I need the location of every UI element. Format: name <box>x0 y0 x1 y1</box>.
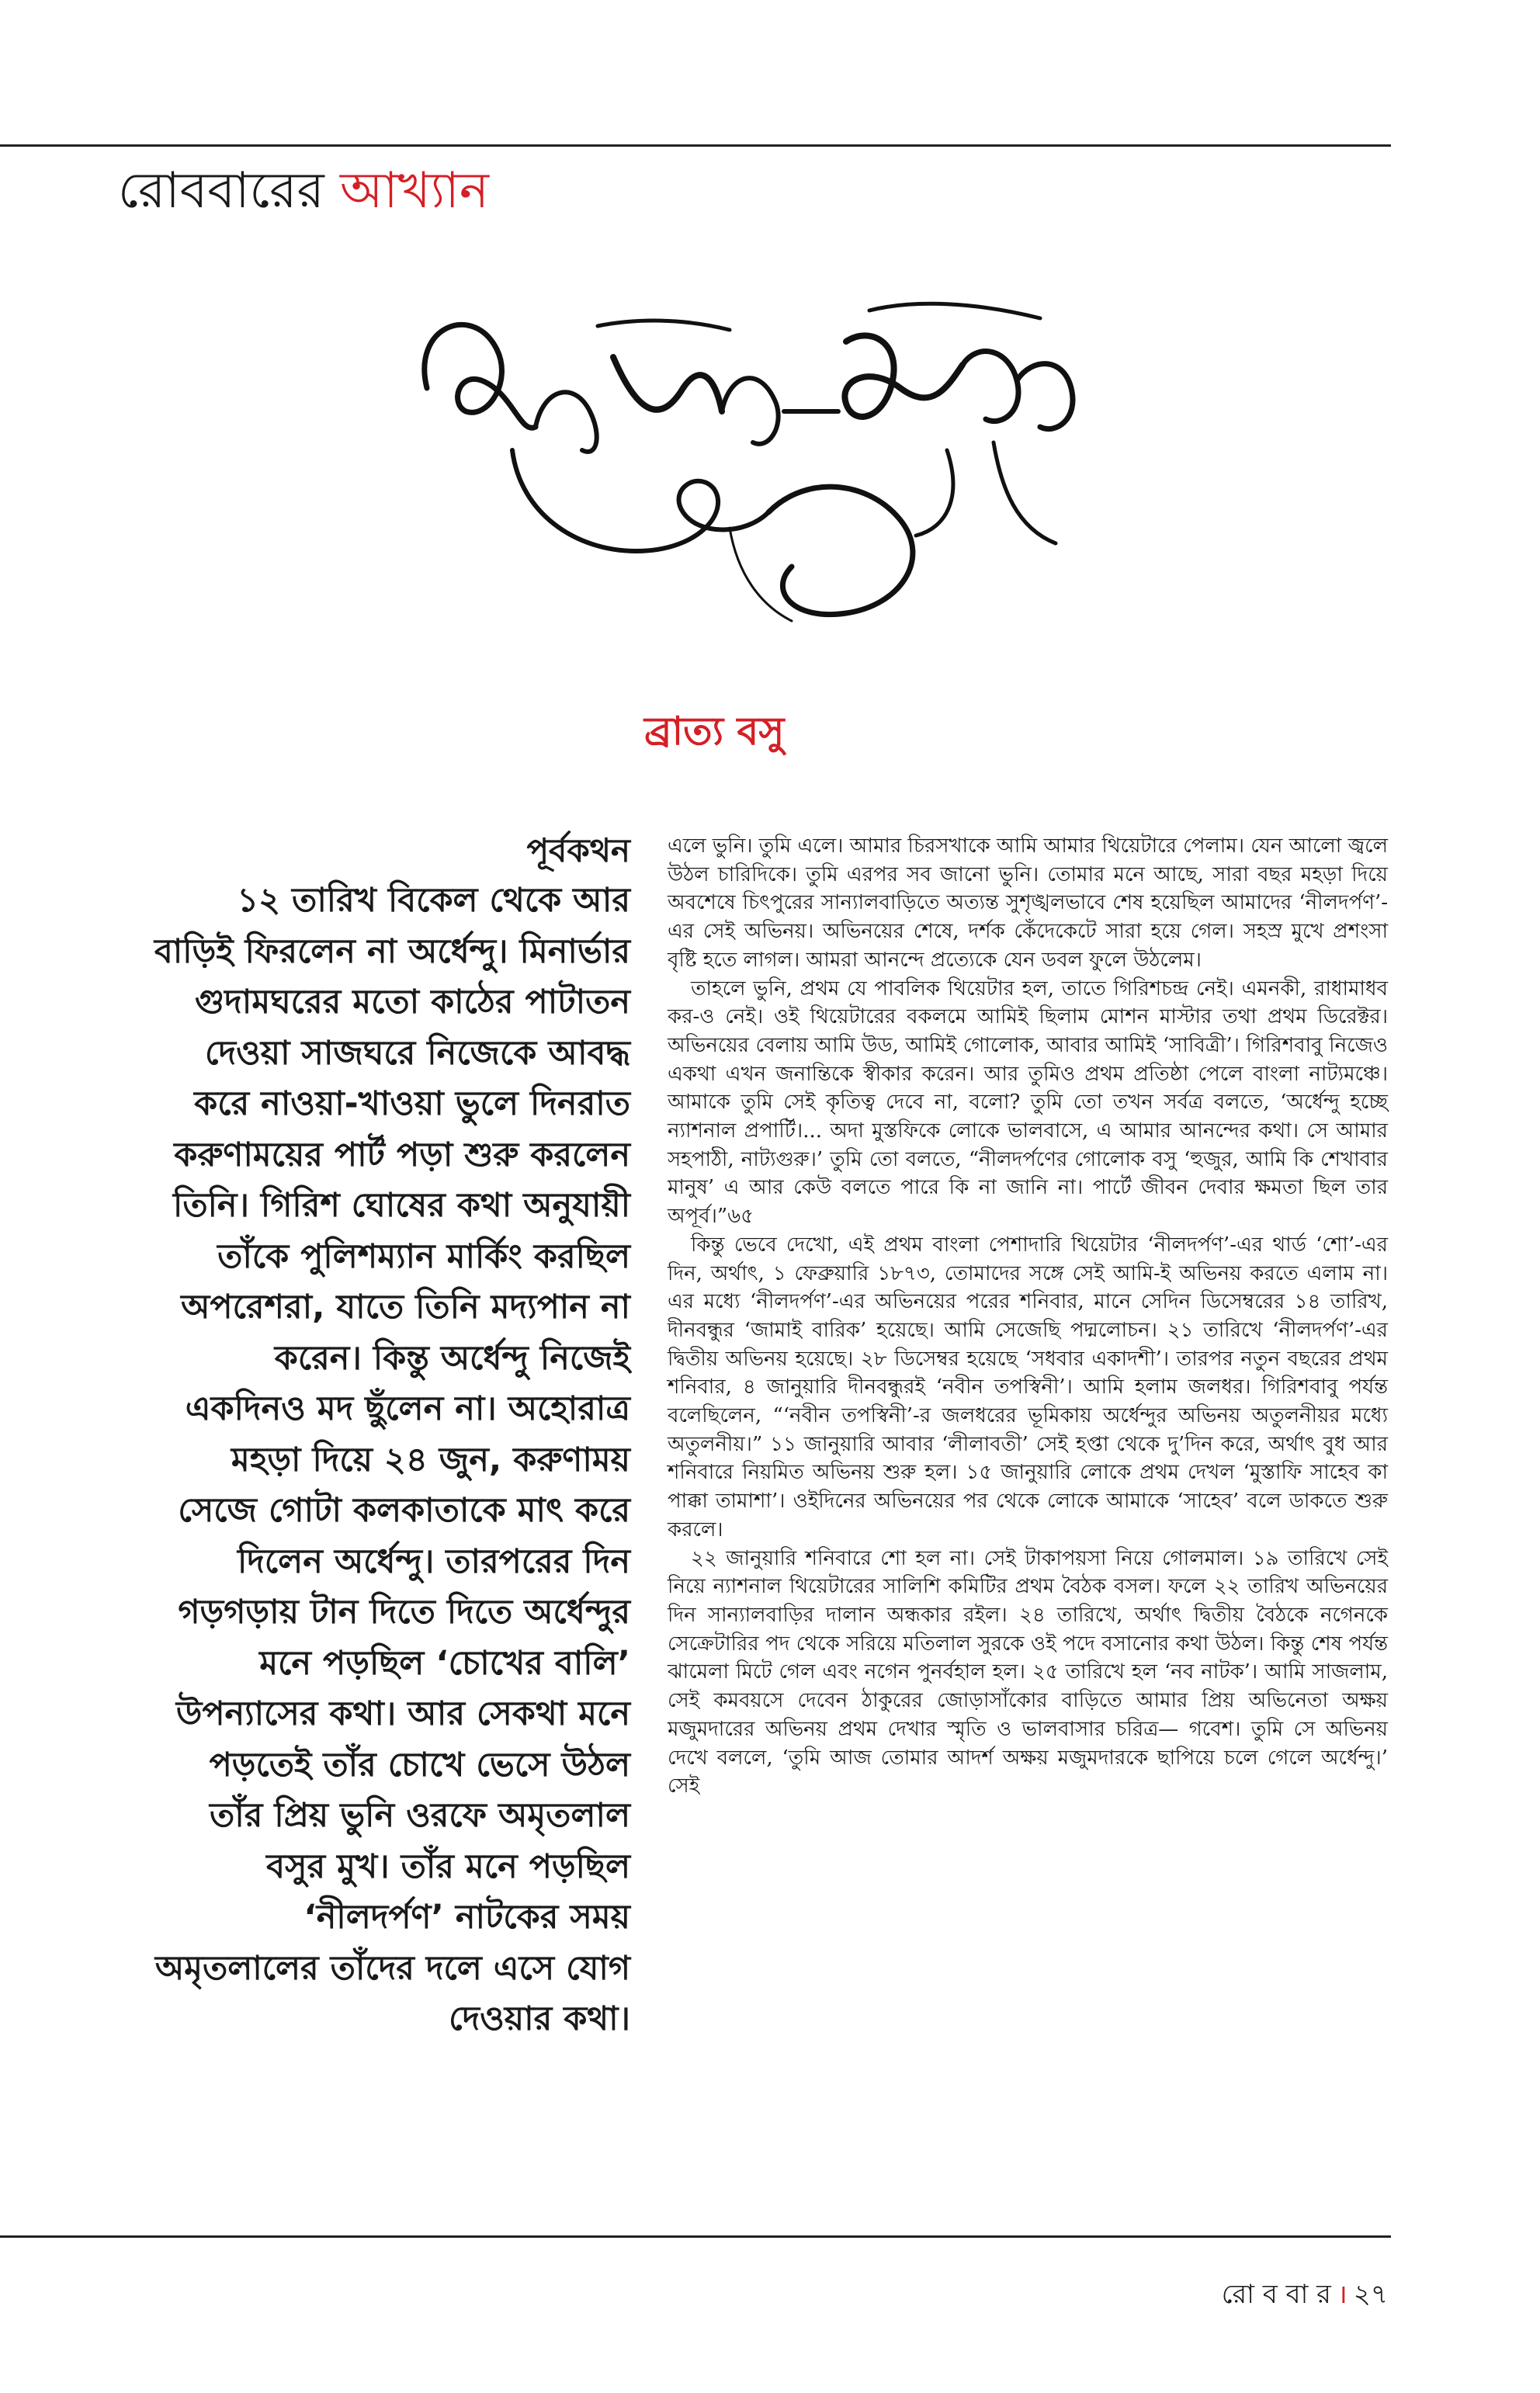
section-title <box>118 160 489 222</box>
lead-body: ১২ তারিখ বিকেল থেকে আর বাড়িই ফিরলেন না অর্ধেন্দু। মিনার্ভার গুদামঘরের মতো কাঠের পাটাতন দেওয়া সাজঘরে নিজেকে আবদ্ধ করে নাওয়া-খাওয়া ভুলে দিনরাত করুণাময়ের পার্ট পড়া শুরু করলেন তিনি। গিরিশ ঘোষের কথা অনুযায়ী তাঁকে পুলিশম্যান মার্কিং করছিল অপরেশরা, যাতে তিনি মদ্যপান না করেন। কিন্তু অর্ধেন্দু নিজেই একদিনও মদ ছুঁলেন না। অহোরাত্র মহড়া দিয়ে ২৪ জুন, করুণাময় সেজে গোটা কলকাতাকে মাৎ করে দিলেন অর্ধেন্দু। তারপরের দিন গড়গড়ায় টান দিতে দিতে অর্ধেন্দুর মনে পড়ছিল ‘চোখের বালি’ উপন্যাসের কথা। আর সেকথা মনে পড়তেই তাঁর চোখে ভেসে উঠল তাঁর প্রিয় ভুনি ওরফে অমৃতলাল বসুর মুখ। তাঁর মনে পড়ছিল ‘নীলদর্পণ’ নাটকের সময় অমৃতলালের তাঁদের দলে এসে যোগ দেওয়ার কথা। <box>154 881 630 2038</box>
lead-heading: পূর্বকথন <box>526 831 630 869</box>
footer-separator: । <box>1337 2279 1348 2310</box>
hero-calligraphy-title <box>404 295 1118 652</box>
page-number: ২৭ <box>1353 2279 1388 2310</box>
page-footer <box>1222 2277 1388 2311</box>
article-body <box>668 832 1388 1801</box>
footer-magazine-name: রো ব বা র <box>1221 2279 1331 2310</box>
section-title-highlight: আখ্যান <box>340 162 490 220</box>
article-paragraph: তাহলে ভুনি, প্রথম যে পাবলিক থিয়েটার হল, তাতে গিরিশচন্দ্র নেই। এমনকী, রাধামাধব কর-ও নেই। ওই থিয়েটারের বকলমে আমিই ছিলাম মোশন মাস্টার তথা প্রথম ডিরেক্টর। অভিনয়ের বেলায় আমি উড, আমিই গোলোক, আবার আমিই ‘সাবিত্রী’। গিরিশবাবু নিজেও একথা এখন জনান্তিকে স্বীকার করেন। আর তুমিও প্রথম প্রতিষ্ঠা পেলে বাংলা নাট্যমঞ্চে। আমাকে তুমি সেই কৃতিত্ব দেবে না, বলো? তুমি তো তখন সর্বত্র বলতে, ‘অর্ধেন্দু হচ্ছে ন্যাশনাল প্রপার্টি।... অদা মুস্তফিকে লোকে ভালবাসে, এ আমার আনন্দের কথা। সে আমার সহপাঠী, নাট্যগুরু।’ তুমি তো বলতে, “নীলদর্পণের গোলোক বসু ‘হুজুর, আমি কি শেখাবার মানুষ’ এ আর কেউ বলতে পারে কি না জানি না। পার্টে জীবন দেবার ক্ষমতা ছিল তার অপূর্ব।”৬৫ <box>668 976 1388 1229</box>
top-rule <box>0 144 1391 147</box>
section-title-prefix: রোববারের <box>118 162 324 220</box>
article-paragraph: এলে ভুনি। তুমি এলে। আমার চিরসখাকে আমি আমার থিয়েটারে পেলাম। যেন আলো জ্বলে উঠল চারিদিকে। তুমি এরপর সব জানো ভুনি। তোমার মনে আছে, সারা বছর মহড়া দিয়ে অবশেষে চিৎপুরের সান্যালবাড়িতে অত্যন্ত সুশৃঙ্খলভাবে শেষ হয়েছিল আমাদের ‘নীলদর্পণ’-এর সেই অভিনয়। অভিনয়ের শেষে, দর্শক কেঁদেকেটে সারা হয়ে গেল। সহস্র মুখে প্রশংসা বৃষ্টি হতে লাগল। আমরা আনন্দে প্রত্যেকে যেন ডবল ফুলে উঠলেম। <box>668 834 1388 972</box>
article-paragraph: ২২ জানুয়ারি শনিবারে শো হল না। সেই টাকাপয়সা নিয়ে গোলমাল। ১৯ তারিখে সেই নিয়ে ন্যাশনাল থিয়েটারের সালিশি কমিটির প্রথম বৈঠক বসল। ফলে ২২ তারিখ অভিনয়ের দিন সান্যালবাড়ির দালান অন্ধকার রইল। ২৪ তারিখে, অর্থাৎ দ্বিতীয় বৈঠকে নগেনকে সেক্রেটারির পদ থেকে সরিয়ে মতিলাল সুরকে ওই পদে বসানোর কথা উঠল। কিন্তু শেষ পর্যন্ত ঝামেলা মিটে গেল এবং নগেন পুনর্বহাল হল। ২৫ তারিখে হল ‘নব নাটক’। আমি সাজলাম, সেই কমবয়সে দেবেন ঠাকুরের জোড়াসাঁকোর বাড়িতে আমার প্রিয় অভিনেতা অক্ষয় মজুমদারের অভিনয় প্রথম দেখার স্মৃতি ও ভালবাসার চরিত্র— গবেশ। তুমি সে অভিনয় দেখে বললে, ‘তুমি আজ তোমার আদর্শ অক্ষয় মজুমদারকে ছাপিয়ে চলে গেলে অর্ধেন্দু।’ সেই <box>668 1546 1388 1798</box>
calligraphy-artwork <box>404 295 1118 652</box>
article-paragraph: কিন্তু ভেবে দেখো, এই প্রথম বাংলা পেশাদারি থিয়েটার ‘নীলদর্পণ’-এর থার্ড ‘শো’-এর দিন, অর্থাৎ, ১ ফেব্রুয়ারি ১৮৭৩, তোমাদের সঙ্গে সেই আমি-ই অভিনয় করতে এলাম না। এর মধ্যে ‘নীলদর্পণ’-এর অভিনয়ের পরের শনিবার, মানে সেদিন ডিসেম্বরের ১৪ তারিখ, দীনবন্ধুর ‘জামাই বারিক’ হয়েছে। আমি সেজেছি পদ্মলোচন। ২১ তারিখে ‘নীলদর্পণ’-এর দ্বিতীয় অভিনয় হয়েছে। ২৮ ডিসেম্বর হয়েছে ‘সধবার একাদশী’। তারপর নতুন বছরের প্রথম শনিবার, ৪ জানুয়ারি দীনবন্ধুরই ‘নবীন তপস্বিনী’। আমি হলাম জলধর। গিরিশবাবু পর্যন্ত বলেছিলেন, “‘নবীন তপস্বিনী’-র জলধরের ভূমিকায় অর্ধেন্দুর অভিনয় অতুলনীয়র মধ্যে অতুলনীয়।” ১১ জানুয়ারি আবার ‘লীলাবতী’ সেই হপ্তা থেকে দু’দিন করে, অর্থাৎ বুধ আর শনিবারে নিয়মিত অভিনয় শুরু হল। ১৫ জানুয়ারি লোকে প্রথম দেখল ‘মুস্তাফি সাহেব কা পাক্কা তামাশা’। ওইদিনের অভিনয়ের পর থেকে লোকে আমাকে ‘সাহেব’ বলে ডাকতে শুরু করলে। <box>668 1233 1388 1542</box>
lead-column <box>147 831 630 2045</box>
author-name: ব্রাত্য বসু <box>644 709 785 754</box>
bottom-rule <box>0 2235 1391 2238</box>
